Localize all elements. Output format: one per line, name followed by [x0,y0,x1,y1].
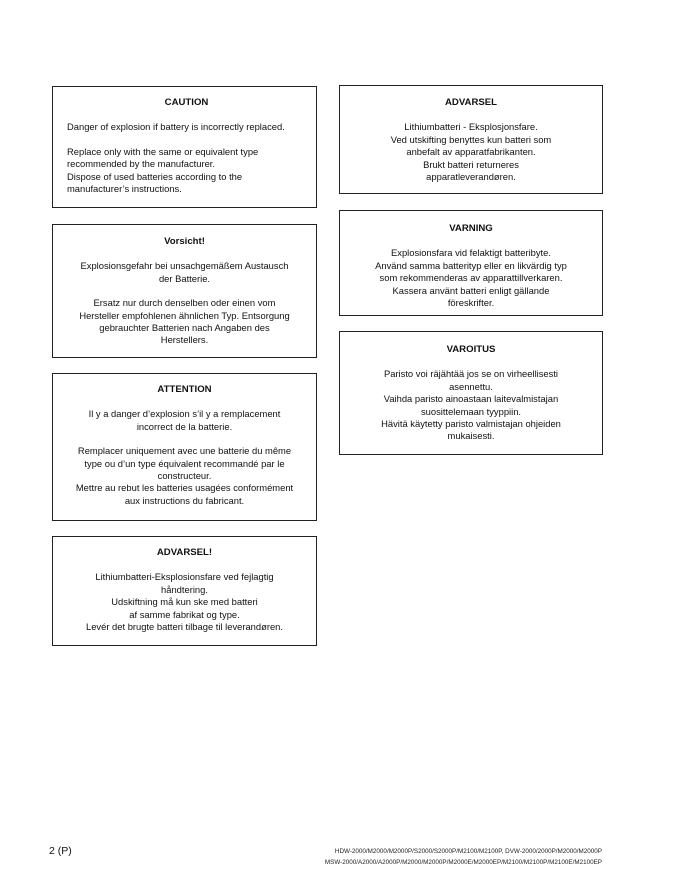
notice-line: Ersatz nur durch denselben oder einen vom [93,297,276,309]
notice-paragraph [67,121,306,133]
notice-line: af samme fabrikat og type. [129,608,240,620]
notice-body [61,571,308,633]
model-list [325,846,602,868]
notice-body [67,121,306,195]
notice-line: der Batterie. [158,272,211,284]
notice-line: Brukt batteri returneres [423,158,519,170]
notice-line: Hävitä käytetty paristo valmistajan ohjeiden [381,418,561,430]
notice-line: Il y a danger d’explosion s’il y a remplacement [88,408,281,420]
notice-paragraph [61,571,308,633]
notice-line: föreskrifter. [447,297,495,309]
notice-line: Lithiumbatteri-Eksplosionsfare ved fejlagtig [95,571,274,583]
notice-line: Vaihda paristo ainoastaan laitevalmistajan [383,393,559,405]
notice-line: Herstellers. [160,334,209,346]
notice-line: Mettre au rebut les batteries usagées conformément [75,482,294,494]
notice-line: Levér det brugte batteri tilbage til leverandøren. [86,621,283,633]
notice-body [348,247,594,309]
notice-line: aux instructions du fabricant. [124,494,245,506]
notice-line: suosittelemaan tyyppiin. [420,405,522,417]
notice-body [348,121,594,183]
notice-title: ADVARSEL! [156,547,213,558]
notice-line: Använd samma batterityp eller en likvärdig typ [375,259,567,271]
notice-paragraph [348,121,594,183]
advarsel-danish-notice [52,536,317,646]
varoitus-notice [339,331,603,455]
notice-line: Paristo voi räjähtää jos se on virheellisesti [383,368,559,380]
notice-line: Remplacer uniquement avec une batterie du même [77,445,292,457]
notice-line: mukaisesti. [447,430,495,442]
notice-title: ATTENTION [157,384,212,395]
notice-line: apparatleverandøren. [426,171,516,183]
notice-line: constructeur. [157,470,212,482]
notice-line: type ou d’un type équivalent recommandé par le [84,457,285,469]
notice-line: incorrect de la batterie. [136,420,233,432]
notice-line: håndtering. [161,583,208,595]
notice-line: Danger of explosion if battery is incorrectly replaced. [67,121,285,133]
notice-body [61,260,308,346]
notice-line: Kassera använt batteri enligt gällande [392,284,550,296]
advarsel-norwegian-notice [339,85,603,194]
notice-line: manufacturer’s instructions. [67,183,182,195]
varning-notice [339,210,603,316]
notice-paragraph [61,260,308,285]
notice-body [61,408,308,507]
notice-line: gebrauchter Batterien nach Angaben des [99,322,270,334]
notice-line: asennettu. [449,380,493,392]
vorsicht-notice [52,224,317,358]
notice-line: Explosionsgefahr bei unsachgemäßem Austausch [80,260,289,272]
notice-line: Explosionsfara vid felaktigt batteribyte. [391,247,551,259]
notice-title: ADVARSEL [444,97,498,108]
notice-paragraph [67,146,306,196]
notice-title: VARNING [449,223,493,234]
attention-notice [52,373,317,521]
notice-paragraph [348,247,594,309]
notice-line: recommended by the manufacturer. [67,158,215,170]
notice-line: Ved utskifting benyttes kun batteri som [390,133,552,145]
notice-paragraph [61,445,308,507]
notice-title: CAUTION [164,97,209,108]
notice-line: anbefalt av apparatfabrikanten. [406,146,536,158]
notice-title: VAROITUS [446,344,496,355]
caution-notice [52,86,317,208]
notice-line: Udskiftning må kun ske med batteri [111,596,258,608]
notice-line: Replace only with the same or equivalent type [67,145,259,157]
notice-body [348,368,594,442]
model-list-line: MSW-2000/A2000/A2000P/M2000/M2000P/M2000E/M2000EP/M2100/M2100P/M2100E/M2100EP [324,859,602,866]
notice-paragraph [61,408,308,433]
notice-paragraph [348,368,594,442]
notice-line: som rekommenderas av apparattillverkaren. [379,272,563,284]
notice-title: Vorsicht! [164,236,205,247]
page-number: 2 (P) [49,845,72,857]
notice-paragraph [61,297,308,347]
notice-line: Lithiumbatteri - Eksplosjonsfare. [404,121,538,133]
notice-line: Dispose of used batteries according to the [67,170,243,182]
model-list-line: HDW-2000/M2000/M2000P/S2000/S2000P/M2100/M2100P, DVW-2000/2000P/M2000/M2000P [334,848,602,855]
notice-line: Hersteller empfohlenen ähnlichen Typ. Entsorgung [79,309,290,321]
